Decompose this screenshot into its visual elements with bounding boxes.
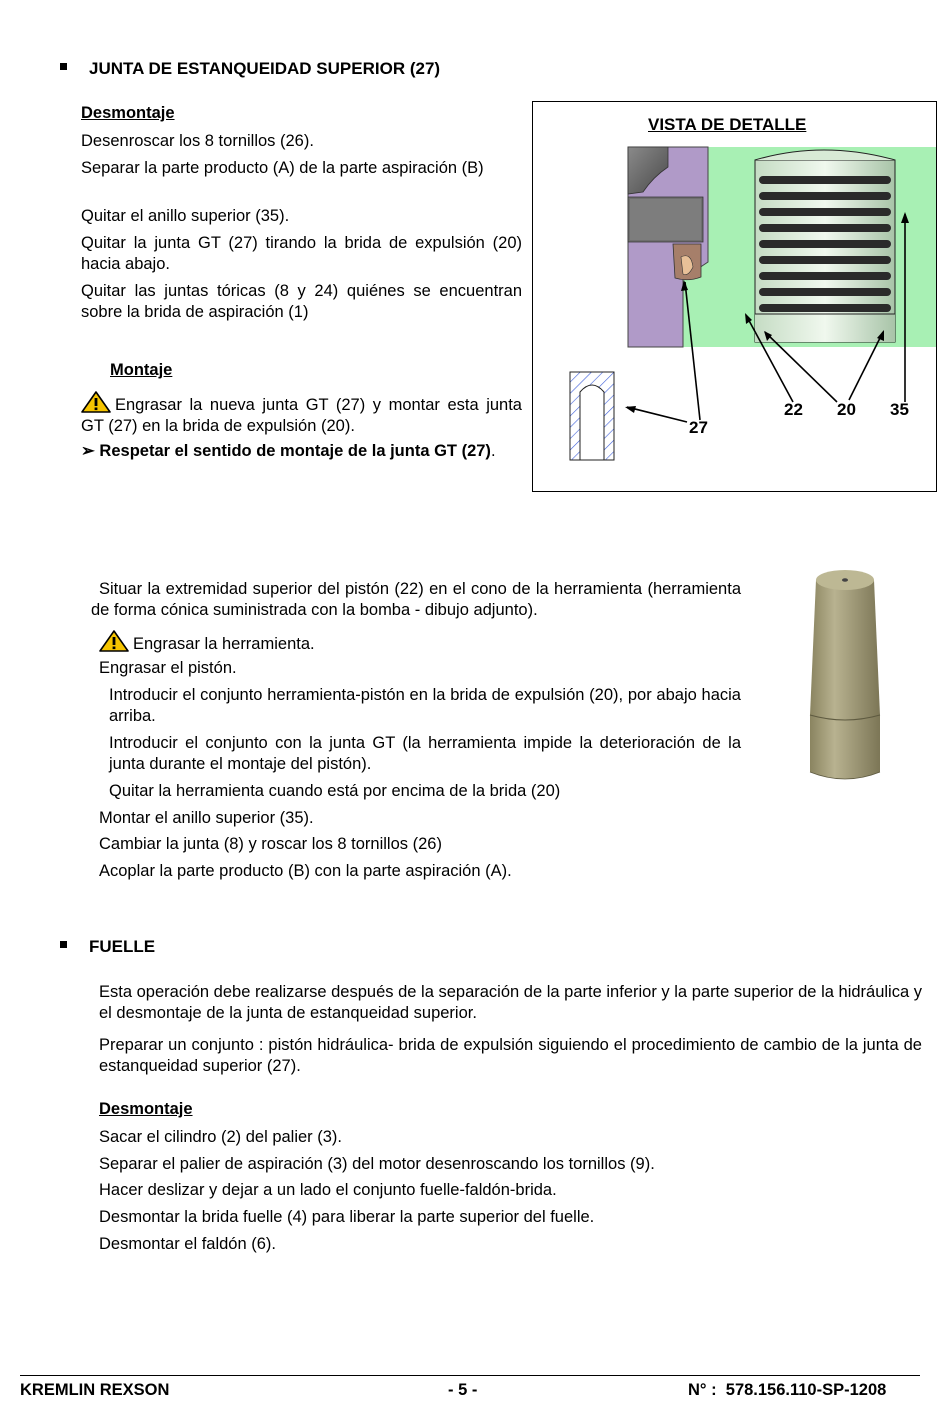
desmontaje-step: Separar la parte producto (A) de la parte aspiración (B) xyxy=(81,159,484,177)
procedure-step-text: Engrasar la herramienta. xyxy=(133,635,315,653)
procedure-step: Introducir el conjunto con la junta GT (la herramienta impide la deterioración de la junta durante el montaje del pistón). xyxy=(109,734,741,773)
fuelle-step: Desmontar la brida fuelle (4) para liberar la parte superior del fuelle. xyxy=(99,1208,595,1226)
procedure-step: Acoplar la parte producto (B) con la parte aspiración (A). xyxy=(99,862,512,880)
procedure-step: Quitar la herramienta cuando está por encima de la brida (20) xyxy=(109,782,561,800)
section-bullet xyxy=(60,63,67,70)
montaje-warning-end: . xyxy=(490,442,496,460)
detail-section-drawing xyxy=(533,102,936,491)
label-35: 35 xyxy=(890,400,909,419)
montaje-step-text: Engrasar la nueva junta GT (27) y montar esta junta GT (27) en la brida de expulsión (20). xyxy=(81,396,522,435)
desmontaje-step: Quitar la junta GT (27) tirando la brida de expulsión (20) hacia abajo. xyxy=(81,234,522,273)
footer-company: KREMLIN REXSON xyxy=(20,1381,170,1399)
procedure-step: Introducir el conjunto herramienta-pistón en la brida de expulsión (20), por abajo hacia arriba. xyxy=(109,686,741,725)
procedure-step xyxy=(99,630,739,655)
fuelle-step: Sacar el cilindro (2) del palier (3). xyxy=(99,1128,343,1146)
arrow-bullet-icon: ➢ xyxy=(81,442,95,460)
montaje-warning xyxy=(81,441,522,462)
thread-rings xyxy=(759,176,891,312)
fuelle-paragraph: Preparar un conjunto : pistón hidráulica- brida de expulsión siguiendo el procedimiento de cambio de la junta de estanqueidad superior (27). xyxy=(99,1036,922,1075)
label-22: 22 xyxy=(784,400,803,419)
desmontaje-step: Quitar el anillo superior (35). xyxy=(81,207,290,225)
montaje-heading: Montaje xyxy=(110,361,173,379)
footer-doc-number: N° : 578.156.110-SP-1208 xyxy=(688,1381,887,1399)
section-title: JUNTA DE ESTANQUEIDAD SUPERIOR (27) xyxy=(89,59,441,78)
detail-view-figure xyxy=(532,101,937,492)
label-27: 27 xyxy=(689,418,708,437)
procedure-intro: Situar la extremidad superior del pistón (22) en el cono de la herramienta (herramienta de forma cónica suministrada con la bomba - dibujo adjunto). xyxy=(91,580,741,619)
fuelle-step: Separar el palier de aspiración (3) del motor desenroscando los tornillos (9). xyxy=(99,1155,655,1173)
footer-page-number: - 5 - xyxy=(448,1381,478,1399)
cone-tool-image xyxy=(800,560,890,785)
desmontaje-step: Desenroscar los 8 tornillos (26). xyxy=(81,132,314,150)
fuelle-step: Hacer deslizar y dejar a un lado el conjunto fuelle-faldón-brida. xyxy=(99,1181,557,1199)
section-bullet xyxy=(60,941,67,948)
desmontaje-step: Quitar las juntas tóricas (8 y 24) quiénes se encuentran sobre la brida de aspiración (1) xyxy=(81,282,522,321)
fuelle-paragraph: Esta operación debe realizarse después de la separación de la parte inferior y la parte superior de la hidráulica y el desmontaje de la junta de estanqueidad superior. xyxy=(99,983,922,1022)
warning-icon xyxy=(99,630,129,652)
section-title: FUELLE xyxy=(89,937,156,956)
fuelle-desmontaje-heading: Desmontaje xyxy=(99,1100,193,1118)
procedure-step: Engrasar el pistón. xyxy=(99,659,237,677)
montaje-step xyxy=(81,391,522,437)
procedure-step: Montar el anillo superior (35). xyxy=(99,809,314,827)
warning-icon xyxy=(81,391,111,413)
desmontaje-heading: Desmontaje xyxy=(81,104,175,122)
fuelle-step: Desmontar el faldón (6). xyxy=(99,1235,276,1253)
footer-rule xyxy=(20,1375,920,1376)
label-20: 20 xyxy=(837,400,856,419)
procedure-step: Cambiar la junta (8) y roscar los 8 tornillos (26) xyxy=(99,835,442,853)
detail-view-title: VISTA DE DETALLE xyxy=(648,115,807,134)
montaje-warning-text: Respetar el sentido de montaje de la junta GT (27) xyxy=(99,442,491,460)
